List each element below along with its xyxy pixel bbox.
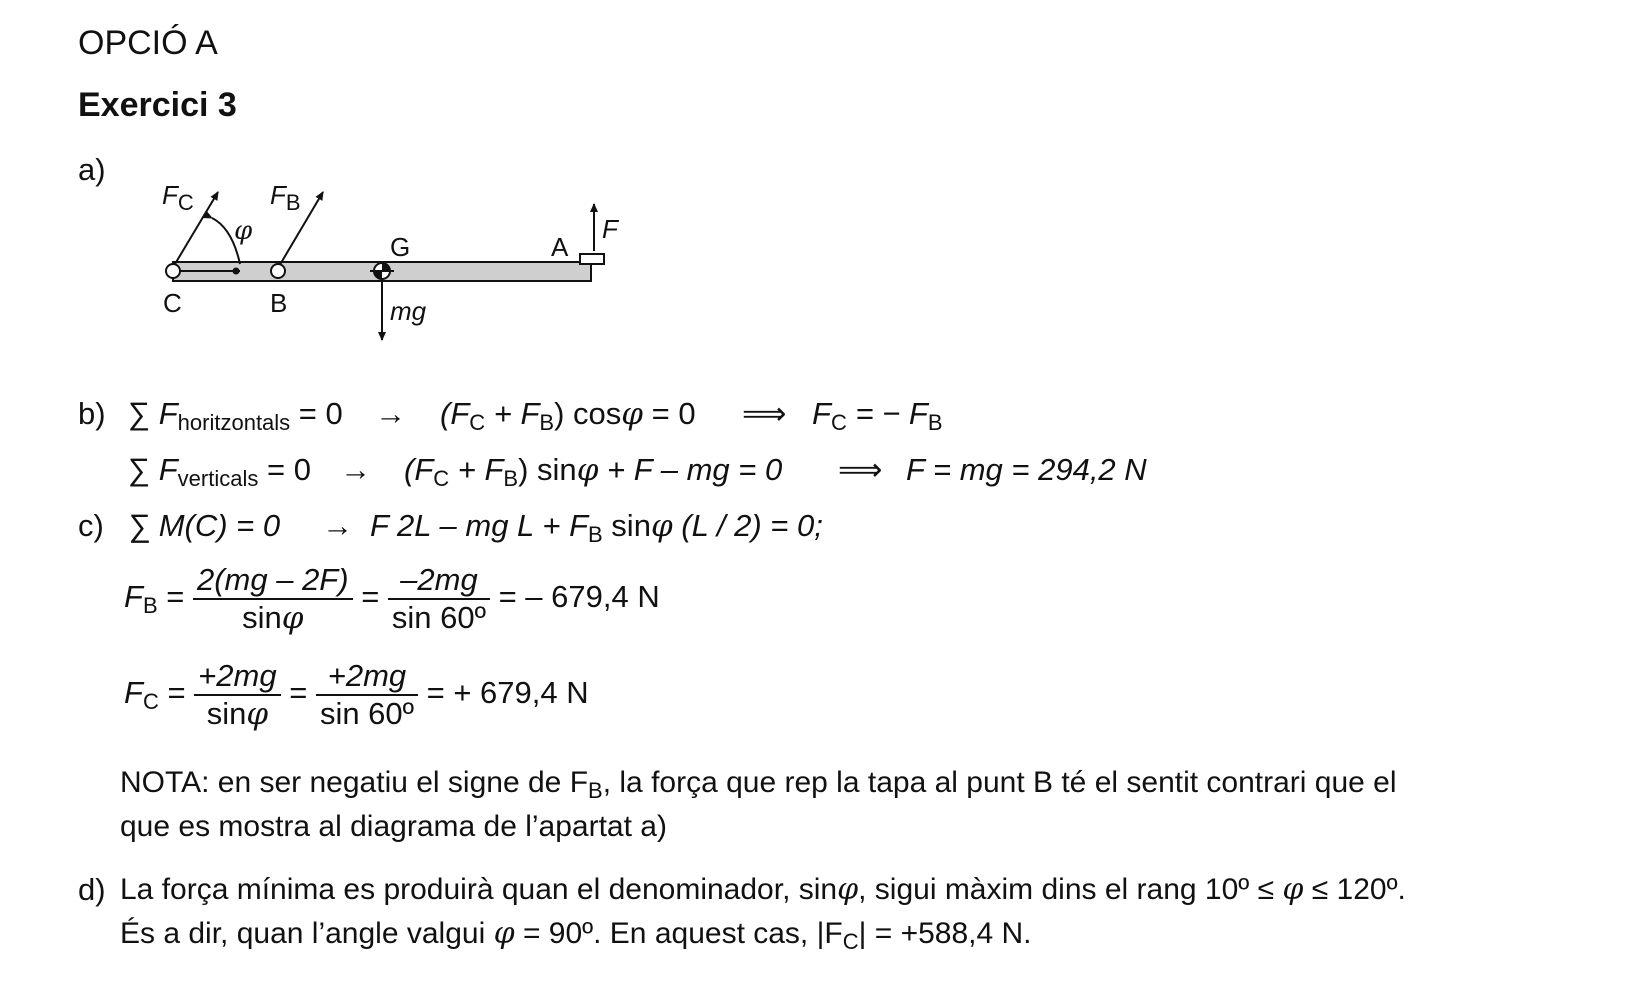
part-c-label: c) [78,508,104,543]
part-a-label: a) [78,152,106,187]
pin-c [166,264,180,278]
eq-fb: $F_B$ = $\frac{2(mg - 2F)}{\sin\varphi}$ = $\frac{-2mg}{\text{sin 60º}}$ = – 679,4 N [124,562,660,636]
eq-vertical-lhs: $(F_C + F_B) \sin\varphi + F$ – mg = 0 [404,452,783,491]
note-line-2: que es mostra al diagrama de l’apartat a) [120,810,667,843]
eq-horizontal-forces: ∑ $F_{horitzontals} = 0$ [128,396,343,435]
eq-horizontal-lhs: $(F_C + F_B) \cos\varphi = 0$ [440,396,696,435]
note-line-1: NOTA: en ser negatiu el signe de $F_B$, la força que rep la tapa al punt B té el sentit contrari que el [120,766,1397,803]
exercise-heading: Exercici 3 [78,86,237,124]
fraction-fc-1: $\frac{+2mg}{\sin\varphi}$ [194,658,280,732]
label-c: C [163,288,182,318]
eq-moment: ∑ M(C) = 0 [128,508,281,543]
implies-2: ⟹ [838,452,883,487]
support-a [580,254,604,264]
fraction-fc-2: $\frac{+2mg}{\text{sin 60º}}$ [316,658,418,732]
arrow-3: → [322,508,353,543]
option-heading: OPCIÓ A [78,24,218,62]
part-d-line-2: És a dir, quan l’angle valgui φ = 90º. En aquest cas, $|F_C| = +588,4$ N. [120,916,1032,954]
result-f: F = mg = 294,2 N [906,452,1147,487]
part-d-line-1: La força mínima es produirà quan el denominador, sinφ, sigui màxim dins el rang 10º ≤ φ ≤ 120º. [120,872,1406,907]
label-f: F [602,214,618,244]
fraction-fb-1: $\frac{2(mg - 2F)}{\sin\varphi}$ [193,562,353,636]
label-phi: φ [234,216,253,246]
label-mg: mg [390,296,427,326]
fraction-fb-2: $\frac{-2mg}{\text{sin 60º}}$ [388,562,490,636]
eq-moment-expansion: F 2L – mg $L + F_B$ sinφ (L / 2) = 0; [370,508,823,547]
label-a: A [551,232,569,262]
pin-b [271,264,285,278]
label-b: B [270,288,288,318]
eq-vertical-forces: ∑ $F_{verticals} = 0$ [128,452,311,491]
label-fb: $F_B$ [270,180,301,215]
label-g: G [390,232,411,262]
part-d-label: d) [78,872,106,907]
result-fc-fb: $F_C$ = − $F_B$ [812,396,943,435]
arrow-2: → [340,452,371,487]
arrow-1: → [375,396,406,431]
part-b-label: b) [78,396,106,431]
implies-1: ⟹ [742,396,787,431]
label-fc: $F_C$ [162,180,194,215]
eq-fc: $F_C$ = $\frac{+2mg}{\sin\varphi}$ = $\frac{+2mg}{\text{sin 60º}}$ = + 679,4 N [124,658,589,732]
